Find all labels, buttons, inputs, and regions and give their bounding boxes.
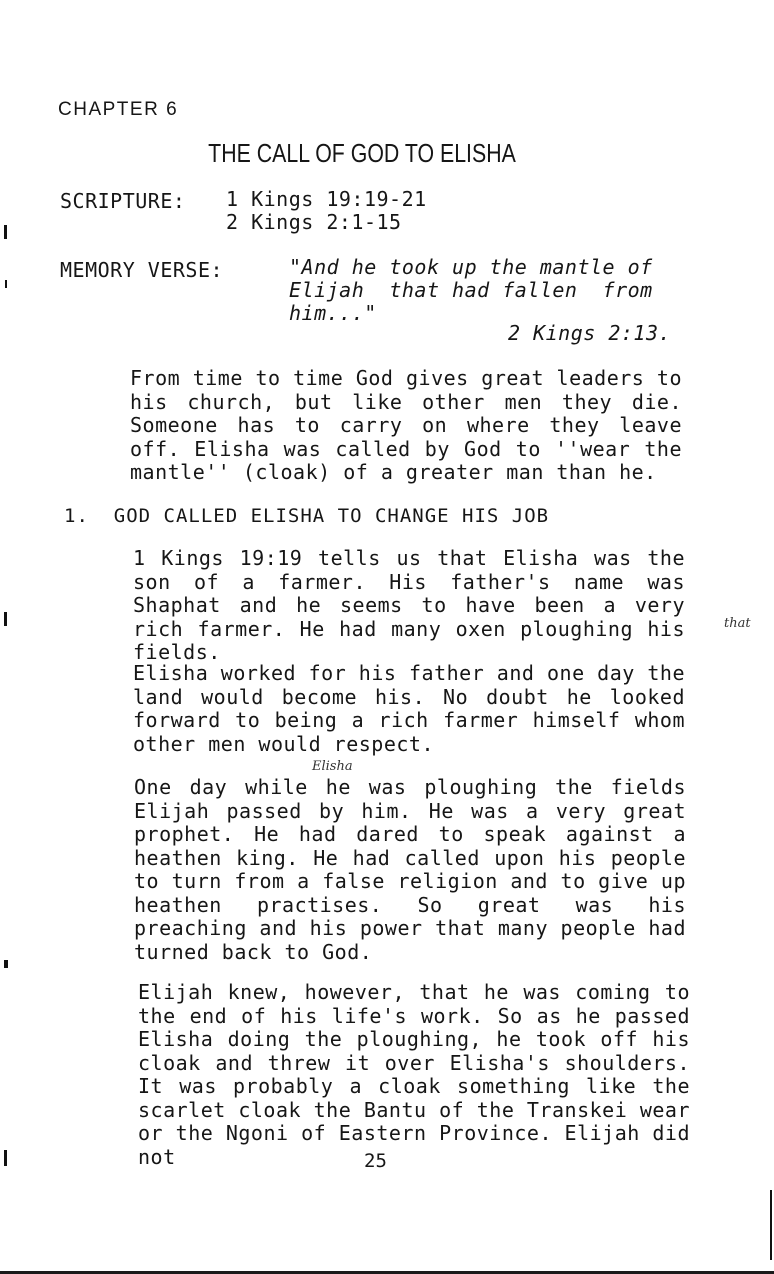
section-heading: 1. GOD CALLED ELISHA TO CHANGE HIS JOB	[64, 505, 550, 527]
scripture-ref-2: 2 Kings 2:1-15	[226, 210, 402, 234]
scan-margin-mark	[770, 1190, 772, 1260]
paragraph	[72, 981, 690, 1169]
paragraph	[67, 547, 685, 665]
paragraph-text: 1 Kings 19:19 tells us that Elisha was the son of a farmer. His father's name was Shaphat and he seems to have been a very rich farmer. He had many oxen ploughing his fields.	[133, 546, 685, 664]
paragraph	[64, 367, 682, 485]
scan-margin-mark	[5, 280, 7, 288]
memory-verse-line: Elijah that had fallen from	[289, 278, 653, 302]
memory-verse-reference: 2 Kings 2:13.	[508, 321, 672, 345]
scan-margin-mark	[4, 960, 8, 968]
memory-verse-label: MEMORY VERSE:	[60, 258, 224, 282]
chapter-title: THE CALL OF GOD TO ELISHA	[208, 138, 516, 168]
chapter-number: CHAPTER 6	[58, 99, 179, 120]
scan-margin-mark	[4, 612, 7, 626]
paragraph-text: Elisha worked for his father and one day the land would become his. No doubt he looked forward to being a rich farmer himself whom other men would respect.	[133, 661, 685, 756]
paragraph-text: From time to time God gives great leaders to his church, but like other men they die. Someone has to carry on where they leave off. Elisha was called by God to ''wear the mantle'' (cloak) of a greater man than he.	[130, 366, 682, 484]
memory-verse-line: "And he took up the mantle of	[289, 255, 653, 279]
page-number: 25	[364, 1150, 387, 1172]
handwritten-note: Elisha	[312, 759, 353, 774]
paragraph	[67, 662, 685, 756]
paragraph-text: One day while he was ploughing the fields Elijah passed by him. He was a very great prophet. He had dared to speak against a heathen king. He had called upon his people to turn from a false religion and to give up heathen practises. So great was his preaching and his power that many people had turned back to God.	[134, 775, 686, 964]
paragraph-text: Elijah knew, however, that he was coming to the end of his life's work. So as he passed Elisha doing the ploughing, he took off his cloak and threw it over Elisha's shoulders. It was probably a cloak something like the scarlet cloak the Bantu of the Transkei wear or the Ngoni of Eastern Province. Elijah did not	[138, 980, 690, 1169]
paragraph	[68, 776, 686, 964]
handwritten-margin-note: that	[724, 616, 751, 631]
scripture-label: SCRIPTURE:	[60, 189, 186, 213]
scan-margin-mark	[4, 1150, 7, 1166]
memory-verse-line: him..."	[289, 301, 377, 325]
scripture-ref-1: 1 Kings 19:19-21	[226, 187, 427, 211]
scan-margin-mark	[4, 225, 7, 239]
